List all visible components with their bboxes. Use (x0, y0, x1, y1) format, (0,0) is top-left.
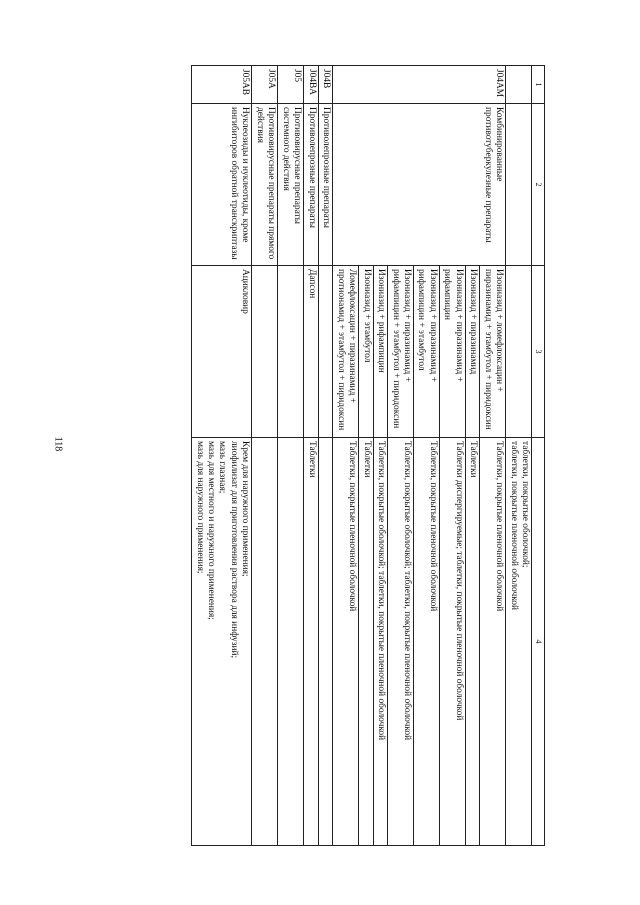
header-col-1: 1 (532, 66, 545, 104)
table-row (318, 66, 332, 846)
table-row (480, 66, 506, 846)
drug-cell (252, 266, 278, 438)
header-col-2: 2 (532, 104, 545, 266)
table-header-row (532, 66, 545, 846)
code-cell (506, 66, 532, 104)
drug-cell: Изониазид + пиразинамид + рифампицин + этамбутол (414, 266, 440, 438)
forms-line: таблетки, покрытые пленочной оболочкой (508, 441, 519, 610)
forms-cell: Таблетки, покрытые оболочкой; таблетки, покрытые пленочной оболочкой (388, 438, 414, 846)
page-number: 118 (52, 436, 64, 452)
drug-cell: Дапсон (304, 266, 318, 438)
table-row (252, 66, 278, 846)
drug-cell (278, 266, 304, 438)
forms-line: таблетки, покрытые оболочкой; (520, 441, 531, 568)
code-cell: J05A (252, 66, 278, 104)
header-col-4: 4 (532, 438, 545, 846)
forms-line: лиофилизат для приготовления раствора для инфузий; (228, 441, 239, 659)
forms-cell (506, 438, 532, 846)
group-cell: Противовирусные препараты системного действия (278, 104, 304, 266)
code-cell: J04BA (304, 66, 318, 104)
forms-cell: Таблетки (359, 438, 373, 846)
forms-cell: Таблетки, покрытые оболочкой; таблетки, покрытые пленочной оболочкой (373, 438, 387, 846)
forms-line: мазь для местного и наружного применения; (206, 441, 216, 620)
forms-line: мазь глазная; (217, 441, 228, 494)
code-cell: J05AB (192, 66, 252, 104)
table-row (192, 66, 252, 846)
drug-cell: Ацикловир (192, 266, 252, 438)
drug-table-rotated (95, 65, 545, 845)
table-row (278, 66, 304, 846)
code-cell: J04B (318, 66, 332, 104)
table-row (304, 66, 318, 846)
group-cell: Противовирусные препараты прямого действия (252, 104, 278, 266)
drug-cell: Ломефлоксацин + пиразинамид + протионамид + этамбутол + пиридоксин (333, 266, 359, 438)
forms-line: мазь для наружного применения; (194, 441, 205, 574)
drug-cell: Изониазид + рифампицин (373, 266, 387, 438)
drug-cell: Изониазид + этамбутол (359, 266, 373, 438)
drug-table (191, 65, 545, 846)
drug-cell (318, 266, 332, 438)
drug-cell (506, 266, 532, 438)
group-cell: Противолепрозные препараты (318, 104, 332, 266)
forms-cell (192, 438, 252, 846)
header-col-3: 3 (532, 266, 545, 438)
group-cell: Противолепрозные препараты (304, 104, 318, 266)
table-row (506, 66, 532, 846)
forms-cell (318, 438, 332, 846)
group-cell: Нуклеозиды и нуклеотиды, кроме ингибиторов обратной транскриптазы (192, 104, 252, 266)
forms-cell: Таблетки, покрытые пленочной оболочкой (414, 438, 440, 846)
drug-cell: Изониазид + ломефлоксацин + пиразинамид + этамбутол + пиридоксин (480, 266, 506, 438)
drug-cell: Изониазид + пиразинамид + рифампицин + этамбутол + пиридоксин (388, 266, 414, 438)
drug-cell: Изониазид + пиразинамид + рифампицин (439, 266, 465, 438)
forms-cell: Таблетки (304, 438, 318, 846)
group-cell: Комбинированные противотуберкулезные препараты (333, 104, 506, 266)
code-cell: J05 (278, 66, 304, 104)
forms-line: Крем для наружного применения; (240, 441, 251, 577)
forms-cell: Таблетки диспергируемые; таблетки, покрытые пленочной оболочкой (439, 438, 465, 846)
forms-cell (252, 438, 278, 846)
group-cell (506, 104, 532, 266)
forms-cell: Таблетки, покрытые пленочной оболочкой (333, 438, 359, 846)
code-cell: J04AM (333, 66, 506, 104)
forms-cell (278, 438, 304, 846)
forms-cell: Таблетки (465, 438, 479, 846)
forms-cell: Таблетки, покрытые пленочной оболочкой (480, 438, 506, 846)
drug-cell: Изониазид + пиразинамид (465, 266, 479, 438)
